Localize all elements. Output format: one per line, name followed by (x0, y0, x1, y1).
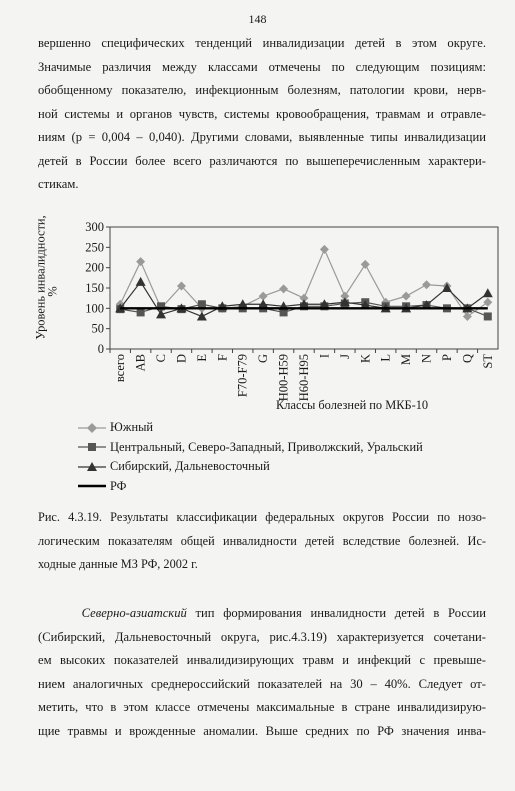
data-point-diamond (136, 257, 145, 266)
paragraph-line (38, 602, 486, 626)
data-point-diamond (483, 298, 492, 307)
x-tick-label: AB (133, 354, 148, 372)
data-point-triangle (197, 311, 207, 320)
data-point-triangle (442, 283, 452, 292)
paragraph-line: ниям (р = 0,004 – 0,040). Другими словами, выявленные типы инвалидизации (38, 130, 486, 144)
x-tick-label: N (419, 354, 434, 364)
legend-label: Сибирский, Дальневосточный (110, 459, 270, 473)
y-tick-label: 300 (85, 220, 104, 234)
page-number: 148 (248, 12, 267, 26)
paragraph-text: тип формирования инвалидности детей в России (186, 606, 486, 620)
x-tick-label: K (358, 354, 373, 364)
data-point-triangle (136, 277, 146, 286)
caption-line: Рис. 4.3.19. Результаты классификации федеральных округов России по нозо- (38, 510, 486, 524)
x-tick-label: F70-F79 (235, 354, 250, 398)
x-tick-label: J (337, 354, 352, 359)
paragraph-line: щие травмы и врожденные аномалии. Выше средних по РФ значения инва- (38, 723, 486, 738)
x-tick-label: Q (460, 354, 475, 364)
x-tick-label: M (399, 354, 414, 366)
legend-label: Южный (110, 420, 154, 434)
y-tick-label: 150 (85, 281, 104, 295)
x-tick-label: L (378, 354, 393, 362)
figure-caption (38, 506, 486, 577)
y-tick-label: 50 (91, 321, 104, 336)
data-point-diamond (361, 260, 370, 269)
x-tick-label: G (256, 354, 271, 364)
paragraph-line: метить, что в этом классе отмечены максимальные в стране инвалидизирую- (38, 700, 486, 714)
data-point-diamond (279, 284, 288, 293)
y-axis-label-unit: % (45, 286, 60, 297)
emphasized-term: Северно-азиатский (81, 606, 187, 620)
y-tick-label: 200 (85, 260, 104, 275)
paragraph-line: детей в России более всего различаются по вышеперечисленным характери- (38, 153, 486, 168)
data-point-square (137, 308, 145, 316)
paragraph-line: ной системы и органов чувств, системы кровообращения, травмам и отравле- (38, 106, 486, 121)
x-tick-label: H60-H95 (297, 354, 311, 402)
chart-legend (78, 418, 423, 496)
y-tick-label: 100 (85, 301, 104, 316)
x-tick-label: I (317, 354, 332, 359)
legend-label: РФ (110, 478, 127, 493)
triangle-marker-icon (78, 461, 106, 473)
x-tick-label: P (439, 354, 454, 361)
caption-line: логическим показателям общей инвалидности детей вследствие болезней. Ис- (38, 533, 486, 548)
data-point-diamond (320, 245, 329, 254)
paragraph-line: стикам. (38, 177, 79, 191)
x-tick-label: E (194, 354, 209, 362)
y-axis-label: Уровень инвалидности, (33, 215, 48, 340)
data-point-triangle (483, 288, 493, 297)
x-tick-label: H00-H59 (276, 354, 291, 402)
data-point-diamond (402, 292, 411, 301)
y-tick-label: 250 (85, 240, 104, 255)
paragraph-line: (Сибирский, Дальневосточный округа, рис.4.3.19) характеризуется сочетани- (38, 629, 486, 644)
x-tick-label: всего (113, 354, 128, 383)
caption-line: ходные данные МЗ РФ, 2002 г. (38, 557, 198, 571)
square-marker-icon (78, 441, 106, 453)
paragraph-line: вершенно специфических тенденций инвалидизации детей в этом округе. (38, 36, 486, 50)
data-point-square (198, 300, 206, 308)
paragraph-line: Значимые различия между классами отмечены по следующим позициям: (38, 59, 486, 74)
data-point-diamond (422, 280, 431, 289)
x-tick-label: D (174, 354, 189, 364)
x-axis-label: Классы болезней по МКБ-10 (276, 398, 429, 412)
paragraph-line: ем высоких показателей инвалидизирующих травм и инфекций с превыше- (38, 653, 486, 667)
plot-area (110, 227, 498, 349)
legend-item (78, 477, 423, 497)
legend-label: Центральный, Северо-Западный, Приволжский, Уральский (110, 439, 423, 454)
solid-line-icon (78, 480, 106, 492)
x-tick-label: ST (480, 354, 495, 369)
x-tick-label: C (154, 354, 169, 363)
legend-item (78, 418, 423, 438)
data-point-diamond (463, 312, 472, 321)
y-tick-label: 0 (97, 342, 104, 356)
paragraph-line: нием аналогичных среднероссийский показателей на 30 – 40%. Следует от- (38, 676, 486, 691)
diamond-marker-icon (78, 422, 106, 434)
data-point-square (484, 312, 492, 320)
legend-item (78, 438, 423, 458)
paragraph-line: обобщенному показателю, инфекционным болезням, патологии крови, нерв- (38, 83, 486, 97)
paragraph-bottom (38, 602, 486, 743)
legend-item (78, 457, 423, 477)
x-tick-label: F (215, 354, 230, 361)
